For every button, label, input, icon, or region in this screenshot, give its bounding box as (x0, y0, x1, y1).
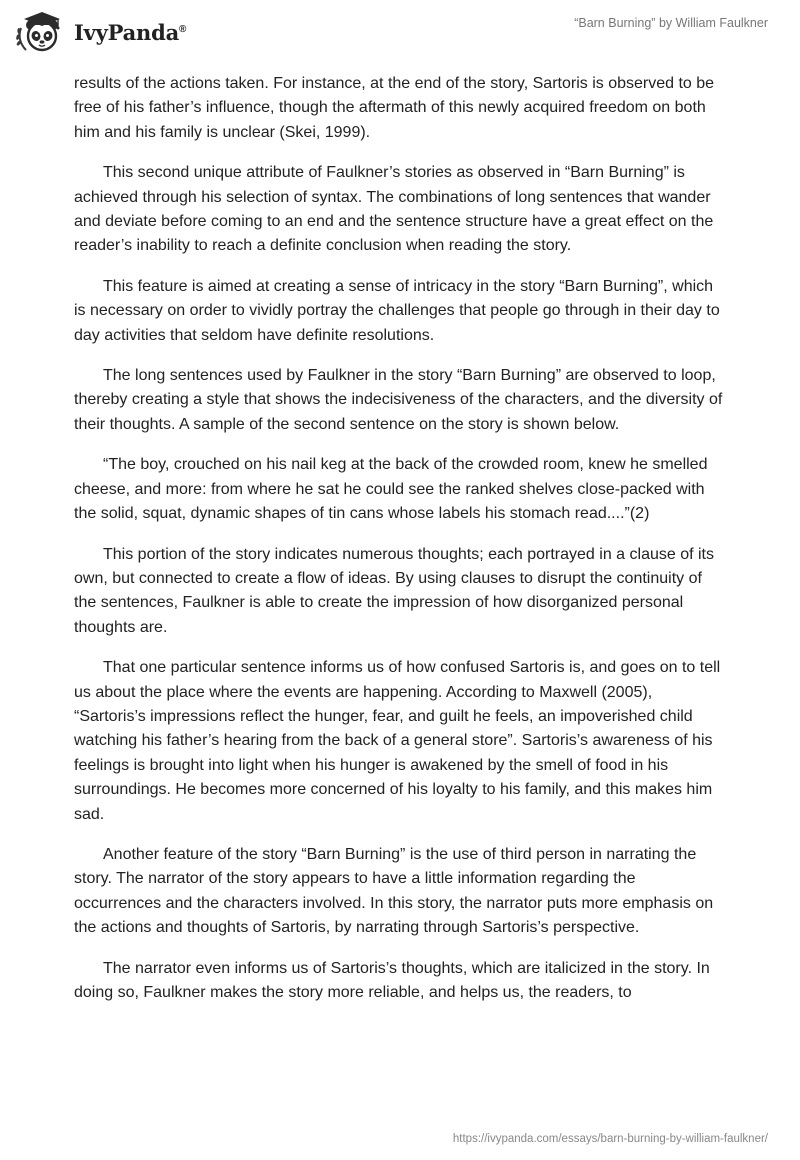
paragraph-2: This second unique attribute of Faulkner’s stories as observed in “Barn Burning” is achieved through his selection of syntax. The combinations of long sentences that wander and deviate before coming to an end and the sentence structure have a great effect on the reader’s inability to reach a definite conclusion when reading the story. (74, 164, 714, 255)
source-url-link[interactable]: https://ivypanda.com/essays/barn-burning-by-william-faulkner/ (452, 1133, 768, 1145)
document-title: “Barn Burning” by William Faulkner (574, 16, 768, 30)
paragraph-6: This portion of the story indicates numerous thoughts; each portrayed in a clause of its own, but connected to create a flow of ideas. By using clauses to disrupt the continuity of the sentences, Faulkner is able to create the impression of how disorganized personal thoughts are. (74, 545, 714, 636)
logo-wordmark: IvyPanda® (74, 19, 187, 45)
panda-graduation-cap-icon (14, 10, 68, 54)
paragraph-1: results of the actions taken. For instance, at the end of the story, Sartoris is observed to be free of his father’s influence, though the aftermath of this newly acquired freedom on both him and his family is unclear (Skei, 1999). (74, 75, 715, 141)
paragraph-3: This feature is aimed at creating a sense of intricacy in the story “Barn Burning”, which is necessary on order to vividly portray the challenges that people go through in their day to day activities that seldom have definite resolutions. (74, 277, 720, 344)
paragraph-8: Another feature of the story “Barn Burning” is the use of third person in narrating the story. The narrator of the story appears to have a little information regarding the occurrences and the characters involved. In this story, the narrator puts more emphasis on the actions and thoughts of Sartoris, by narrating through Sartoris’s perspective. (74, 845, 714, 937)
paragraph-9: The narrator even informs us of Sartoris’s thoughts, which are italicized in the story. In doing so, Faulkner makes the story more reliable, and helps us, the readers, to (74, 959, 710, 1001)
registered-mark: ® (179, 23, 187, 35)
paragraph-4: The long sentences used by Faulkner in the story “Barn Burning” are observed to loop, thereby creating a style that shows the indecisiveness of the characters, and the diversity of their thoughts. A sample of the second sentence on the story is shown below. (74, 367, 723, 433)
page-header (0, 0, 800, 62)
quote-paragraph: “The boy, crouched on his nail keg at the back of the crowded room, knew he smelled cheese, and more: from where he sat he could see the ranked shelves close-packed with the solid, squat, dynamic shapes of tin cans whose labels his stomach read....”(2) (74, 456, 708, 523)
paragraph-7: That one particular sentence informs us of how confused Sartoris is, and goes on to tell us about the place where the events are happening. According to Maxwell (2005), “Sartoris’s impressions reflect the hunger, fear, and guilt he feels, an impoverished child watching his father’s hearing from the back of a general store”. Sartoris’s awareness of his feelings is brought into light when his hunger is awakened by the smell of food in his surroundings. He becomes more concerned of his loyalty to his family, and this makes him sad. (74, 659, 721, 823)
essay-body (74, 72, 726, 1021)
ivypanda-logo[interactable] (14, 10, 186, 54)
